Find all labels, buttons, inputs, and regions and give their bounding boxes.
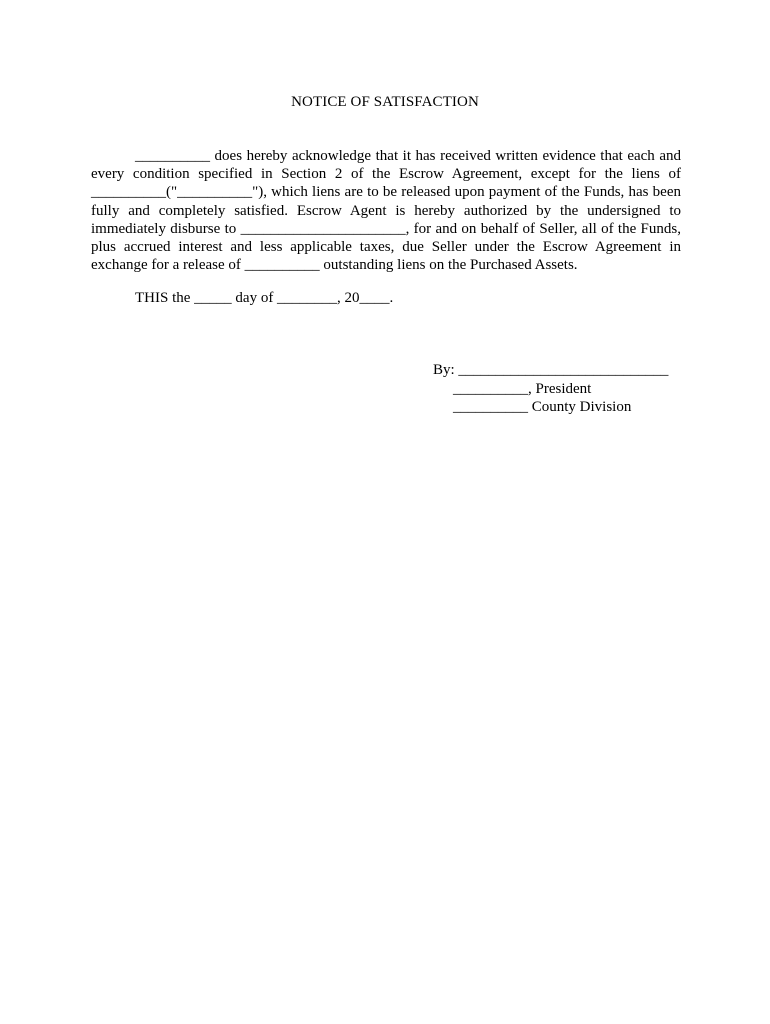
body-line-3: __________("__________"), which liens are to be released upon payment of the Funds, has been	[91, 184, 681, 201]
body-line-4: fully and completely satisfied. Escrow Agent is hereby authorized by the undersigned to	[91, 202, 681, 219]
body-line-6: plus accrued interest and less applicable taxes, due Seller under the Escrow Agreement in	[91, 239, 681, 256]
document-title: NOTICE OF SATISFACTION	[291, 94, 479, 110]
signature-title-line: __________, President	[453, 380, 592, 397]
signature-block	[433, 361, 668, 417]
body-line-7: exchange for a release of __________ outstanding liens on the Purchased Assets.	[91, 257, 578, 274]
body-line-1: __________ does hereby acknowledge that it has received written evidence that each and	[135, 148, 681, 164]
signature-by-line: By: ____________________________	[433, 362, 669, 378]
body-line-5: immediately disburse to ______________________, for and on behalf of Seller, all of the Funds,	[91, 220, 681, 237]
body-line-2: every condition specified in Section 2 of the Escrow Agreement, except for the liens of	[91, 166, 681, 183]
body-paragraph	[91, 147, 681, 274]
signature-division-line: __________ County Division	[453, 399, 632, 415]
date-line: THIS the _____ day of ________, 20____.	[135, 290, 394, 306]
